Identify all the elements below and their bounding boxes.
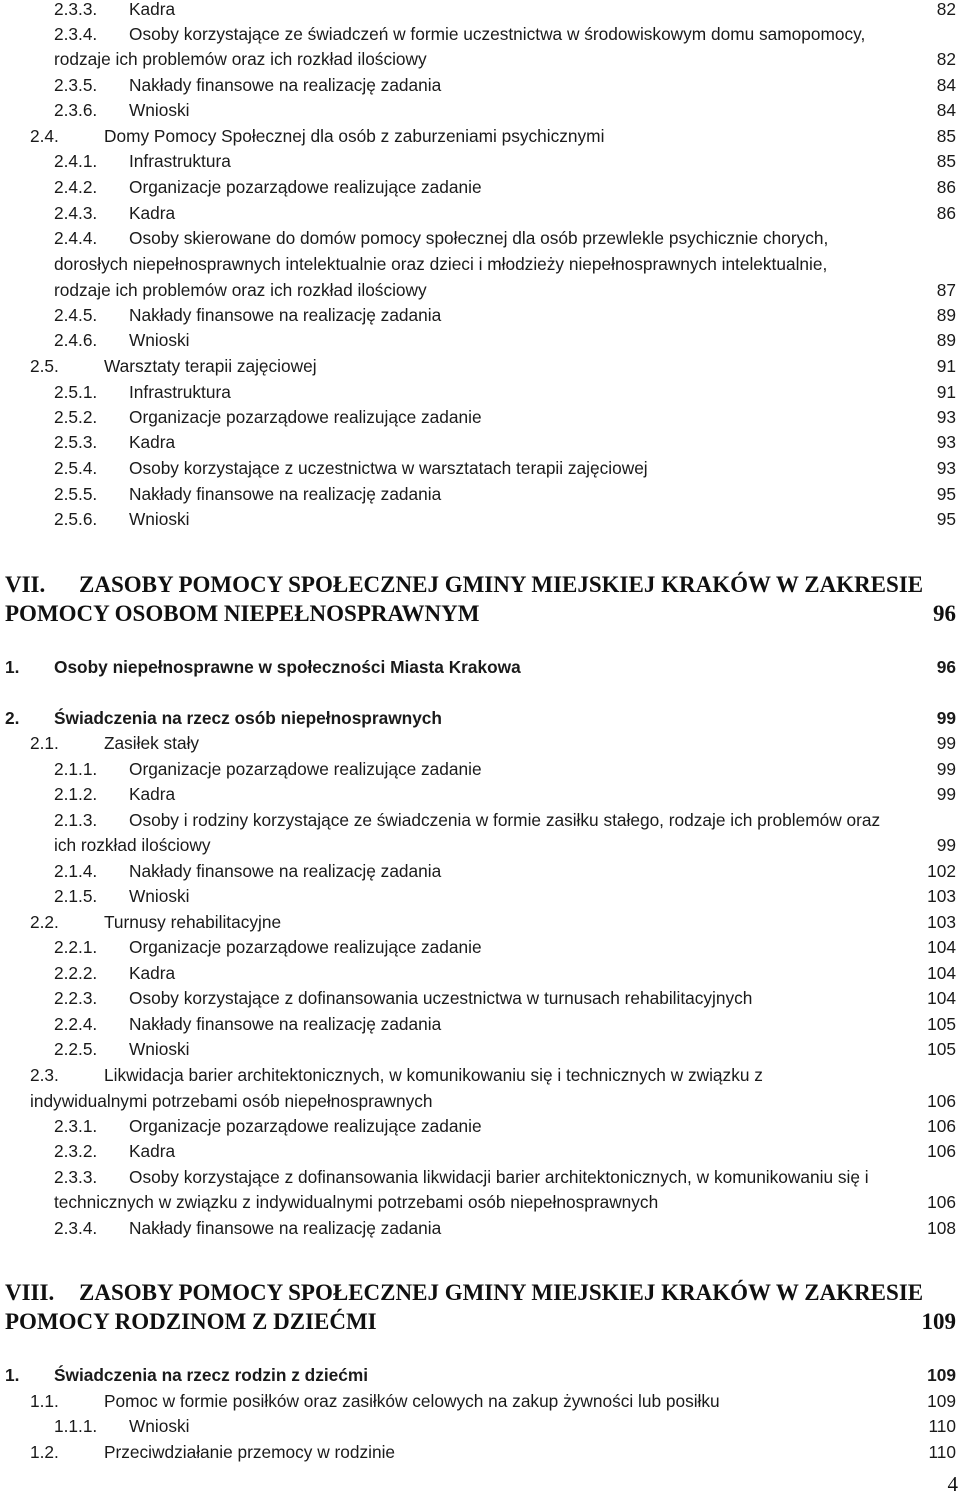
toc-page: 96 xyxy=(933,601,956,626)
toc-entry[interactable] xyxy=(0,1113,960,1139)
toc-page: 104 xyxy=(927,937,956,957)
toc-entry[interactable] xyxy=(0,353,960,379)
toc-number: 2.4.3. xyxy=(54,203,98,223)
toc-page: 99 xyxy=(936,835,956,855)
toc-title: Zasiłek stały xyxy=(104,733,200,753)
toc-page: 89 xyxy=(936,330,956,350)
toc-title: Osoby korzystające z dofinansowania uczestnictwa w turnusach rehabilitacyjnych xyxy=(129,988,753,1008)
toc-entry[interactable] xyxy=(0,1215,960,1241)
toc-page: 110 xyxy=(928,1416,956,1436)
toc-number: 2.3.1. xyxy=(54,1116,98,1136)
toc-title: Osoby skierowane do domów pomocy społecznej dla osób przewlekle psychicznie chorych, xyxy=(129,228,829,248)
toc-number: 2.3. xyxy=(30,1065,59,1085)
toc-number: 2.4. xyxy=(30,126,59,146)
toc-page: 109 xyxy=(927,1391,956,1411)
toc-entry[interactable] xyxy=(0,1062,960,1088)
toc-page: 105 xyxy=(927,1014,956,1034)
toc-number: 2.5.1. xyxy=(54,382,98,402)
toc-title: Kadra xyxy=(129,963,176,983)
toc-page: 85 xyxy=(936,126,956,146)
toc-page: 108 xyxy=(927,1218,956,1238)
toc-title: Organizacje pozarządowe realizujące zadanie xyxy=(129,407,482,427)
toc-entry[interactable] xyxy=(0,807,960,833)
toc-entry[interactable] xyxy=(0,1036,960,1062)
toc-page: 86 xyxy=(936,177,956,197)
toc-number: 2.4.1. xyxy=(54,151,98,171)
toc-title: Świadczenia na rzecz osób niepełnosprawnych xyxy=(54,708,442,728)
toc-title: Nakłady finansowe na realizację zadania xyxy=(129,861,442,881)
toc-title: Infrastruktura xyxy=(129,382,231,402)
toc-entry[interactable] xyxy=(0,1011,960,1037)
toc-entry[interactable] xyxy=(0,598,960,630)
toc-title: Wnioski xyxy=(129,1039,190,1059)
toc-entry[interactable] xyxy=(0,1388,960,1414)
toc-entry[interactable] xyxy=(0,569,960,601)
toc-title: Wnioski xyxy=(129,1416,190,1436)
toc-number: 2.2. xyxy=(30,912,59,932)
toc-number: 2.1.2. xyxy=(54,784,98,804)
toc-title: Wnioski xyxy=(129,100,190,120)
toc-page: 95 xyxy=(936,509,956,529)
toc-number: 2.2.1. xyxy=(54,937,98,957)
toc-entry[interactable] xyxy=(0,481,960,507)
toc-entry[interactable] xyxy=(0,277,960,303)
toc-page: 86 xyxy=(936,203,956,223)
toc-entry[interactable] xyxy=(0,883,960,909)
toc-page: 99 xyxy=(936,708,956,728)
toc-title: Kadra xyxy=(129,0,176,19)
toc-title-continuation: POMOCY OSOBOM NIEPEŁNOSPRAWNYM xyxy=(5,601,480,626)
toc-number: 2.1.1. xyxy=(54,759,98,779)
toc-title: Osoby korzystające ze świadczeń w formie uczestnictwa w środowiskowym domu samopomocy, xyxy=(129,24,866,44)
toc-number: 2.4.6. xyxy=(54,330,98,350)
toc-title: Nakłady finansowe na realizację zadania xyxy=(129,1218,442,1238)
toc-number: 1.1. xyxy=(30,1391,59,1411)
toc-entry[interactable] xyxy=(0,1277,960,1309)
toc-page: 109 xyxy=(927,1365,956,1385)
toc-page: 106 xyxy=(927,1141,956,1161)
toc-title: Infrastruktura xyxy=(129,151,231,171)
toc-entry[interactable] xyxy=(0,781,960,807)
toc-number: 2.5.3. xyxy=(54,432,98,452)
toc-entry[interactable] xyxy=(0,404,960,430)
toc-title: Wnioski xyxy=(129,330,190,350)
toc-page: 106 xyxy=(927,1116,956,1136)
toc-title-continuation: dorosłych niepełnosprawnych intelektualnie oraz dzieci i młodzieży niepełnosprawnych intelektualnie, xyxy=(54,254,828,274)
toc-page: 93 xyxy=(936,432,956,452)
toc-entry[interactable] xyxy=(0,21,960,47)
toc-page: 106 xyxy=(927,1091,956,1111)
toc-entry[interactable] xyxy=(0,251,960,277)
toc-number: 2.3.3. xyxy=(54,1167,98,1187)
toc-title: Likwidacja barier architektonicznych, w komunikowaniu się i technicznych w związku z xyxy=(104,1065,763,1085)
toc-page: 102 xyxy=(927,861,956,881)
toc-number: 2.2.3. xyxy=(54,988,98,1008)
toc-page: 87 xyxy=(936,280,956,300)
toc-title: Osoby korzystające z uczestnictwa w warsztatach terapii zajęciowej xyxy=(129,458,648,478)
toc-number: 1. xyxy=(5,657,20,677)
toc-page: 99 xyxy=(936,784,956,804)
toc-title: Kadra xyxy=(129,203,176,223)
toc-title-continuation: technicznych w związku z indywidualnymi potrzebami osób niepełnosprawnych xyxy=(54,1192,659,1212)
toc-entry[interactable] xyxy=(0,123,960,149)
toc-number: 2.2.4. xyxy=(54,1014,98,1034)
toc-page: 82 xyxy=(936,0,956,19)
toc-entry[interactable] xyxy=(0,72,960,98)
toc-entry[interactable] xyxy=(0,730,960,756)
toc-number: 2.3.6. xyxy=(54,100,98,120)
toc-title: ZASOBY POMOCY SPOŁECZNEJ GMINY MIEJSKIEJ KRAKÓW W ZAKRESIE xyxy=(79,1280,924,1305)
toc-page: 96 xyxy=(936,657,956,677)
toc-entry[interactable] xyxy=(0,0,960,22)
toc-title: Nakłady finansowe na realizację zadania xyxy=(129,1014,442,1034)
toc-page: 85 xyxy=(936,151,956,171)
toc-number: 2.3.4. xyxy=(54,1218,98,1238)
toc-number: 2.3.5. xyxy=(54,75,98,95)
toc-page: 99 xyxy=(936,733,956,753)
toc-title: Organizacje pozarządowe realizujące zadanie xyxy=(129,937,482,957)
toc-page: 109 xyxy=(921,1309,956,1334)
toc-number: 2.2.5. xyxy=(54,1039,98,1059)
toc-number: 2.4.5. xyxy=(54,305,98,325)
toc-page: 84 xyxy=(936,75,956,95)
toc-entry[interactable] xyxy=(0,200,960,226)
toc-entry[interactable] xyxy=(0,1439,960,1465)
toc-title: Organizacje pozarządowe realizujące zadanie xyxy=(129,759,482,779)
toc-number: 2. xyxy=(5,708,20,728)
toc-entry[interactable] xyxy=(0,858,960,884)
toc-page: 103 xyxy=(927,886,956,906)
toc-entry[interactable] xyxy=(0,302,960,328)
toc-entry[interactable] xyxy=(0,148,960,174)
toc-title: Osoby niepełnosprawne w społeczności Miasta Krakowa xyxy=(54,657,521,677)
toc-number: 2.2.2. xyxy=(54,963,98,983)
toc-title: Kadra xyxy=(129,1141,176,1161)
toc-number: VII. xyxy=(5,572,46,597)
toc-title: Organizacje pozarządowe realizujące zadanie xyxy=(129,177,482,197)
toc-number: 2.5.4. xyxy=(54,458,98,478)
toc-entry[interactable] xyxy=(0,1189,960,1215)
toc-page: 95 xyxy=(936,484,956,504)
toc-title: Świadczenia na rzecz rodzin z dziećmi xyxy=(54,1365,369,1385)
toc-number: 2.4.2. xyxy=(54,177,98,197)
toc-number: 2.3.3. xyxy=(54,0,98,19)
toc-number: 2.1.5. xyxy=(54,886,98,906)
toc-entry[interactable] xyxy=(0,1138,960,1164)
toc-entry[interactable] xyxy=(0,455,960,481)
toc-number: 2.5. xyxy=(30,356,59,376)
toc-entry[interactable] xyxy=(0,1306,960,1338)
toc-title: ZASOBY POMOCY SPOŁECZNEJ GMINY MIEJSKIEJ KRAKÓW W ZAKRESIE xyxy=(79,572,924,597)
toc-title: Pomoc w formie posiłków oraz zasiłków celowych na zakup żywności lub posiłku xyxy=(104,1391,720,1411)
toc-entry[interactable] xyxy=(0,97,960,123)
toc-entry[interactable] xyxy=(0,832,960,858)
toc-number: 2.3.4. xyxy=(54,24,98,44)
toc-entry[interactable] xyxy=(0,654,960,680)
toc-title: Wnioski xyxy=(129,886,190,906)
toc-entry[interactable] xyxy=(0,1362,960,1388)
toc-title: Nakłady finansowe na realizację zadania xyxy=(129,484,442,504)
toc-title: Turnusy rehabilitacyjne xyxy=(104,912,282,932)
toc-number: 2.4.4. xyxy=(54,228,98,248)
toc-number: 2.5.5. xyxy=(54,484,98,504)
toc-entry[interactable] xyxy=(0,327,960,353)
toc-number: 2.3.2. xyxy=(54,1141,98,1161)
toc-entry[interactable] xyxy=(0,756,960,782)
toc-title: Domy Pomocy Społecznej dla osób z zaburzeniami psychicznymi xyxy=(104,126,605,146)
toc-title-continuation: POMOCY RODZINOM Z DZIEĆMI xyxy=(5,1309,377,1334)
toc-title-continuation: rodzaje ich problemów oraz ich rozkład ilościowy xyxy=(54,49,427,69)
toc-title-continuation: indywidualnymi potrzebami osób niepełnosprawnych xyxy=(30,1091,433,1111)
toc-page: 104 xyxy=(927,988,956,1008)
toc-page: 110 xyxy=(928,1442,956,1462)
toc-number: 2.5.6. xyxy=(54,509,98,529)
toc-entry[interactable] xyxy=(0,429,960,455)
toc-page: 89 xyxy=(936,305,956,325)
toc-number: 1.2. xyxy=(30,1442,59,1462)
toc-page: 91 xyxy=(936,382,956,402)
toc-entry[interactable] xyxy=(0,909,960,935)
toc-number: 2.1. xyxy=(30,733,59,753)
toc-entry[interactable] xyxy=(0,960,960,986)
toc-title: Nakłady finansowe na realizację zadania xyxy=(129,305,442,325)
toc-title: Organizacje pozarządowe realizujące zadanie xyxy=(129,1116,482,1136)
toc-title: Nakłady finansowe na realizację zadania xyxy=(129,75,442,95)
toc-page: 106 xyxy=(927,1192,956,1212)
toc-page: 91 xyxy=(936,356,956,376)
toc-number: 2.5.2. xyxy=(54,407,98,427)
toc-page: 93 xyxy=(936,407,956,427)
toc-entry[interactable] xyxy=(0,1413,960,1439)
toc-entry[interactable] xyxy=(0,225,960,251)
toc-entry[interactable] xyxy=(0,174,960,200)
toc-title: Warsztaty terapii zajęciowej xyxy=(104,356,317,376)
toc-number: 1.1.1. xyxy=(54,1416,98,1436)
toc-title: Osoby i rodziny korzystające ze świadczenia w formie zasiłku stałego, rodzaje ich problemów oraz xyxy=(129,810,881,830)
toc-entry[interactable] xyxy=(0,985,960,1011)
toc-page: 105 xyxy=(927,1039,956,1059)
toc-title: Wnioski xyxy=(129,509,190,529)
toc-title: Przeciwdziałanie przemocy w rodzinie xyxy=(104,1442,396,1462)
toc-page: 82 xyxy=(936,49,956,69)
toc-number: 1. xyxy=(5,1365,20,1385)
toc-entry[interactable] xyxy=(0,506,960,532)
toc-entry[interactable] xyxy=(0,1088,960,1114)
toc-entry[interactable] xyxy=(0,46,960,72)
toc-entry[interactable] xyxy=(0,934,960,960)
toc-number: 2.1.4. xyxy=(54,861,98,881)
toc-entry[interactable] xyxy=(0,379,960,405)
toc-title: Kadra xyxy=(129,432,176,452)
toc-number: 2.1.3. xyxy=(54,810,98,830)
toc-entry[interactable] xyxy=(0,705,960,731)
toc-page: 103 xyxy=(927,912,956,932)
toc-title-continuation: ich rozkład ilościowy xyxy=(54,835,211,855)
toc-page: 84 xyxy=(936,100,956,120)
toc-title: Osoby korzystające z dofinansowania likwidacji barier architektonicznych, w komunikowaniu się i xyxy=(129,1167,869,1187)
toc-entry[interactable] xyxy=(0,1164,960,1190)
toc-title: Kadra xyxy=(129,784,176,804)
page-number: 4 xyxy=(947,1472,958,1496)
toc-title-continuation: rodzaje ich problemów oraz ich rozkład ilościowy xyxy=(54,280,427,300)
toc-page: 93 xyxy=(936,458,956,478)
toc-page: 104 xyxy=(927,963,956,983)
toc-page: 99 xyxy=(936,759,956,779)
toc-number: VIII. xyxy=(5,1280,55,1305)
